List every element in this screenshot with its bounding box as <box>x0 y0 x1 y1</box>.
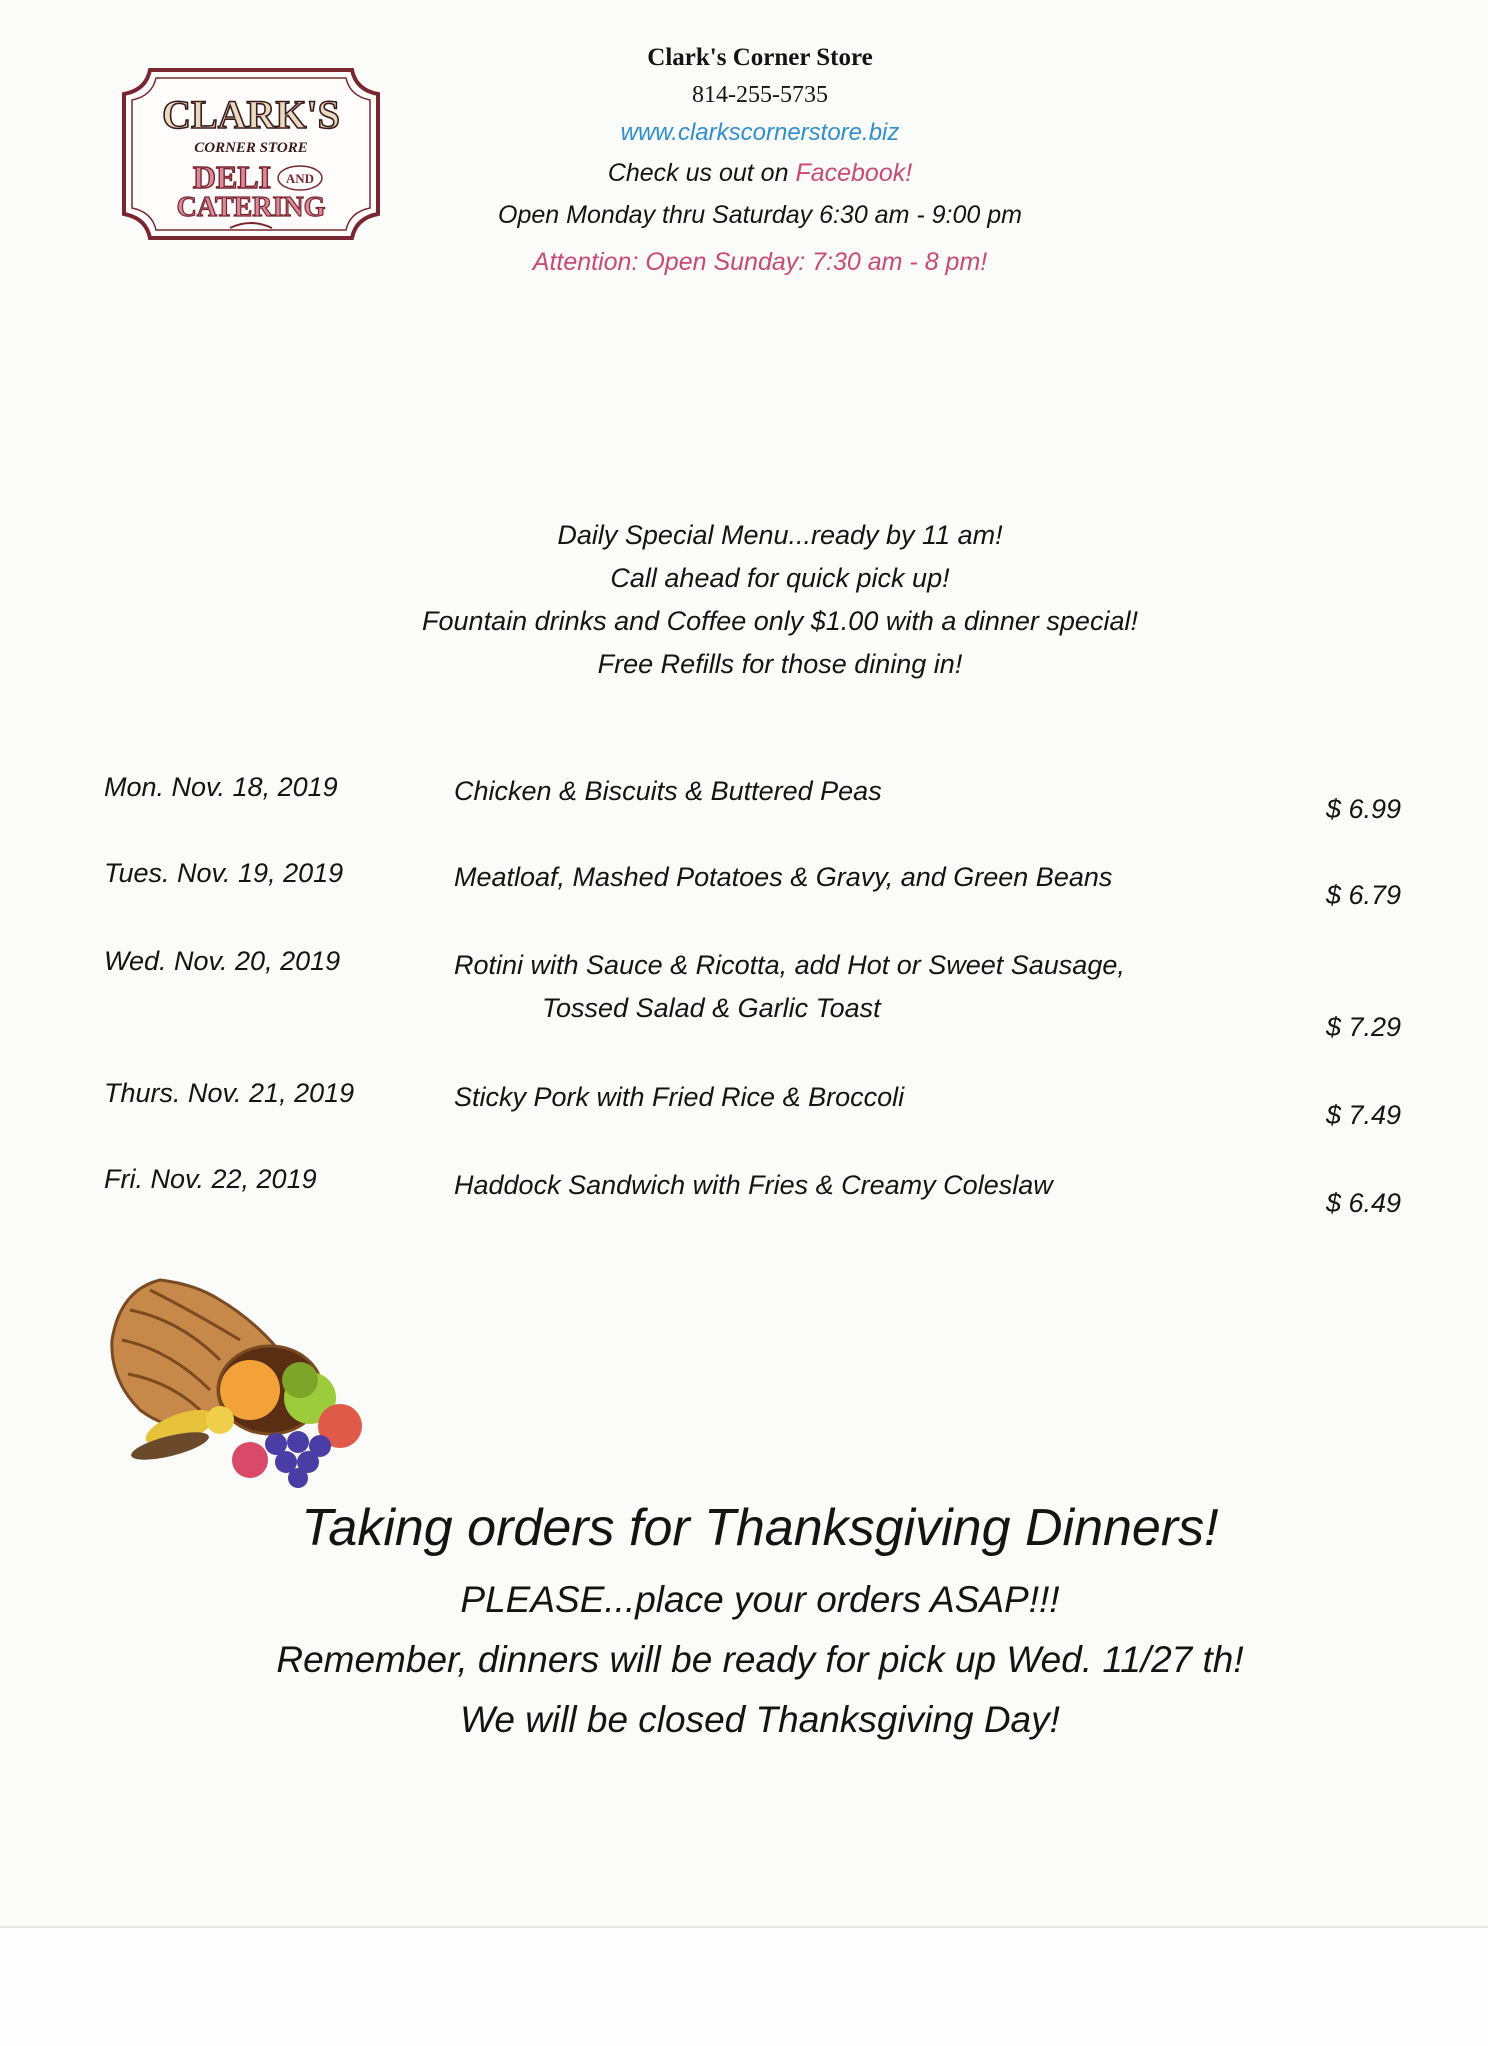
cornucopia-icon <box>100 1270 370 1488</box>
cornucopia-illustration <box>100 1270 370 1488</box>
menu-dish: Haddock Sandwich with Fries & Creamy Coleslaw <box>454 1170 1053 1200</box>
menu-day: Mon. Nov. 18, 2019 <box>104 772 338 802</box>
menu-dish: Chicken & Biscuits & Buttered Peas <box>454 776 882 806</box>
thanksgiving-notice <box>150 1498 1370 1750</box>
menu-price: $ 6.49 <box>1326 1188 1402 1218</box>
menu-dish-line-1: Rotini with Sauce & Ricotta, add Hot or Sweet Sausage, <box>454 950 1125 980</box>
menu-day: Thurs. Nov. 21, 2019 <box>104 1078 355 1108</box>
logo-text-deli: DELI <box>192 159 272 195</box>
menu-price: $ 7.29 <box>1326 1012 1402 1042</box>
store-website-link[interactable]: www.clarkscornerstore.biz <box>620 119 900 146</box>
intro-line-2: Call ahead for quick pick up! <box>610 563 950 593</box>
menu-day: Fri. Nov. 22, 2019 <box>104 1164 317 1194</box>
logo-text-catering: CATERING <box>176 192 326 223</box>
logo-text-clarks: CLARK'S <box>162 92 340 137</box>
facebook-prefix: Check us out on <box>607 159 796 187</box>
intro-line-1: Daily Special Menu...ready by 11 am! <box>557 520 1003 550</box>
menu-dish <box>454 944 1125 1030</box>
sunday-hours-notice: Attention: Open Sunday: 7:30 am - 8 pm! <box>532 248 988 276</box>
intro-line-4: Free Refills for those dining in! <box>597 649 963 679</box>
thanksgiving-line-3: We will be closed Thanksgiving Day! <box>460 1699 1060 1740</box>
menu-dish-line-2: Tossed Salad & Garlic Toast <box>542 993 881 1023</box>
facebook-link[interactable]: Facebook! <box>795 159 913 187</box>
store-hours: Open Monday thru Saturday 6:30 am - 9:00 pm <box>498 201 1022 229</box>
logo-text-corner-store: CORNER STORE <box>194 140 308 156</box>
menu-day: Tues. Nov. 19, 2019 <box>104 858 344 888</box>
store-name: Clark's Corner Store <box>647 44 873 71</box>
menu-dish: Sticky Pork with Fried Rice & Broccoli <box>454 1082 905 1112</box>
menu-price: $ 7.49 <box>1326 1100 1402 1130</box>
menu-price: $ 6.79 <box>1326 880 1402 910</box>
menu-dish: Meatloaf, Mashed Potatoes & Gravy, and Green Beans <box>454 862 1113 892</box>
intro-line-3: Fountain drinks and Coffee only $1.00 with a dinner special! <box>422 606 1138 636</box>
thanksgiving-title: Taking orders for Thanksgiving Dinners! <box>301 1499 1219 1557</box>
menu-price: $ 6.99 <box>1326 794 1402 824</box>
store-phone: 814-255-5735 <box>692 82 828 108</box>
thanksgiving-line-1: PLEASE...place your orders ASAP!!! <box>460 1579 1060 1620</box>
thanksgiving-line-2: Remember, dinners will be ready for pick up Wed. 11/27 th! <box>276 1639 1244 1680</box>
menu-day: Wed. Nov. 20, 2019 <box>104 946 341 976</box>
page-bottom-margin <box>0 1928 1488 2046</box>
logo-text-and: AND <box>285 171 315 186</box>
